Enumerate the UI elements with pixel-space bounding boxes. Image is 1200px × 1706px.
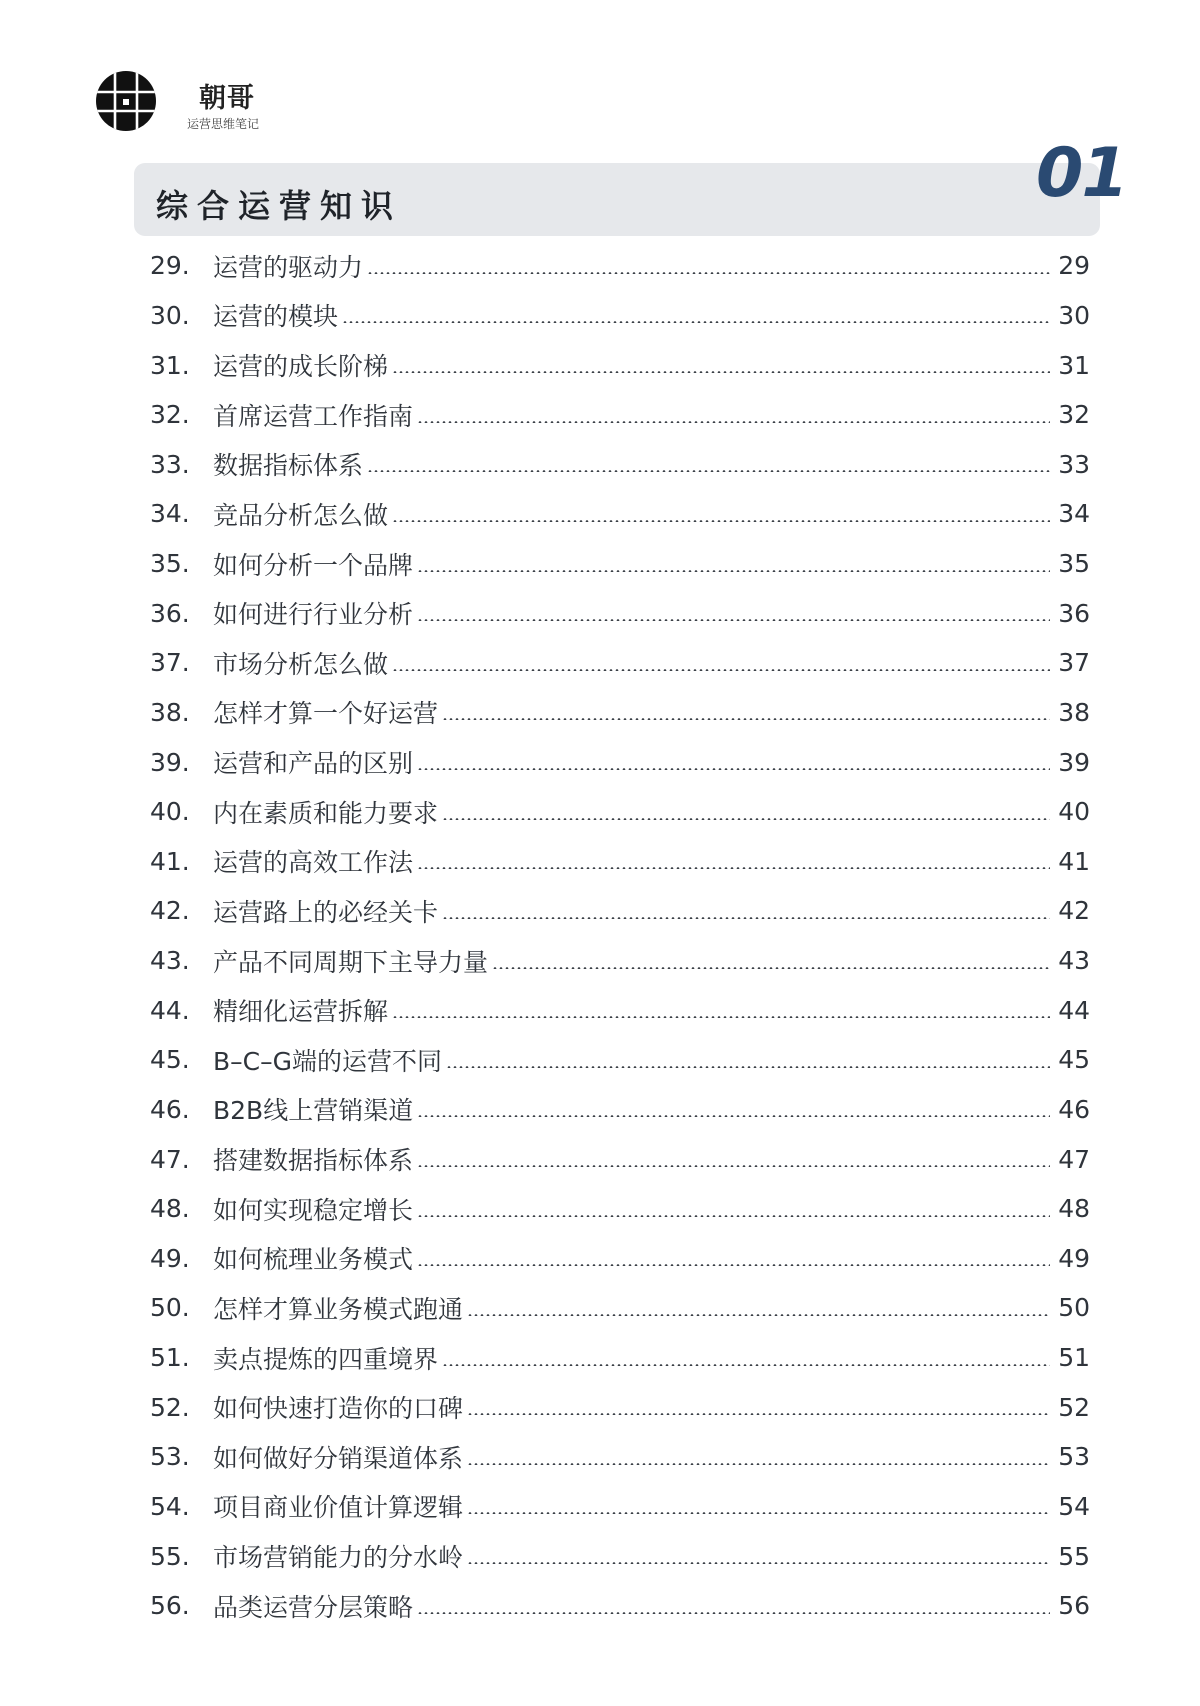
toc-entry-number: 40. xyxy=(150,797,190,827)
toc-entry[interactable] xyxy=(150,737,1090,787)
toc-entry-title: 运营路上的必经关卡 xyxy=(213,897,439,927)
toc-entry-number: 55. xyxy=(150,1541,190,1571)
toc-entry-number: 45. xyxy=(150,1045,190,1075)
toc-dot-leader xyxy=(417,619,1050,621)
toc-dot-leader xyxy=(417,768,1050,770)
toc-entry-title: 市场营销能力的分水岭 xyxy=(213,1543,464,1573)
toc-entry-title: 运营和产品的区别 xyxy=(213,749,414,779)
toc-entry[interactable] xyxy=(150,1283,1090,1333)
toc-entry-title: 如何进行行业分析 xyxy=(213,600,414,630)
toc-dot-leader xyxy=(392,371,1050,373)
toc-entry-page: 32 xyxy=(1058,400,1090,430)
toc-entry-title: B–C–G端的运营不同 xyxy=(213,1046,442,1076)
toc-entry-title: 如何实现稳定增长 xyxy=(213,1195,414,1225)
toc-entry-title: 竞品分析怎么做 xyxy=(213,500,389,530)
grid-circle-logo-icon xyxy=(95,70,157,132)
toc-entry-number: 33. xyxy=(150,449,190,479)
toc-entry[interactable] xyxy=(150,1184,1090,1234)
toc-dot-leader xyxy=(417,1115,1050,1117)
toc-entry-title: 项目商业价值计算逻辑 xyxy=(213,1493,464,1523)
toc-entry-number: 30. xyxy=(150,300,190,330)
toc-entry[interactable] xyxy=(150,390,1090,440)
toc-dot-leader xyxy=(492,967,1050,969)
toc-entry-page: 39 xyxy=(1058,747,1090,777)
toc-entry-page: 56 xyxy=(1058,1591,1090,1621)
toc-entry[interactable] xyxy=(150,588,1090,638)
toc-dot-leader xyxy=(367,272,1050,274)
toc-dot-leader xyxy=(342,321,1050,323)
toc-dot-leader xyxy=(467,1512,1050,1514)
section-number: 01 xyxy=(1036,134,1127,213)
toc-dot-leader xyxy=(442,718,1050,720)
toc-dot-leader xyxy=(417,570,1050,572)
toc-entry[interactable] xyxy=(150,936,1090,986)
toc-entry-title: 如何分析一个品牌 xyxy=(213,550,414,580)
toc-entry[interactable] xyxy=(150,1531,1090,1581)
toc-entry-title: 精细化运营拆解 xyxy=(213,997,389,1027)
toc-dot-leader xyxy=(392,520,1050,522)
toc-entry-page: 30 xyxy=(1058,300,1090,330)
toc-entry-page: 35 xyxy=(1058,549,1090,579)
toc-dot-leader xyxy=(467,1314,1050,1316)
toc-entry-number: 32. xyxy=(150,400,190,430)
toc-entry-number: 34. xyxy=(150,499,190,529)
toc-dot-leader xyxy=(442,1364,1050,1366)
toc-dot-leader xyxy=(417,421,1050,423)
toc-entry-page: 48 xyxy=(1058,1194,1090,1224)
toc-entry[interactable] xyxy=(150,837,1090,887)
table-of-contents xyxy=(150,241,1090,1631)
toc-entry-number: 46. xyxy=(150,1094,190,1124)
toc-dot-leader xyxy=(417,1612,1050,1614)
toc-entry-number: 44. xyxy=(150,995,190,1025)
toc-entry-number: 41. xyxy=(150,846,190,876)
toc-entry[interactable] xyxy=(150,340,1090,390)
toc-entry-page: 52 xyxy=(1058,1392,1090,1422)
toc-entry-page: 50 xyxy=(1058,1293,1090,1323)
toc-entry-title: 如何快速打造你的口碑 xyxy=(213,1394,464,1424)
toc-entry-page: 43 xyxy=(1058,946,1090,976)
toc-entry[interactable] xyxy=(150,1432,1090,1482)
toc-entry[interactable] xyxy=(150,1234,1090,1284)
toc-entry[interactable] xyxy=(150,638,1090,688)
toc-entry[interactable] xyxy=(150,489,1090,539)
toc-entry[interactable] xyxy=(150,688,1090,738)
toc-entry-page: 46 xyxy=(1058,1094,1090,1124)
toc-entry[interactable] xyxy=(150,241,1090,291)
toc-entry-title: 运营的驱动力 xyxy=(213,252,364,282)
toc-entry-number: 29. xyxy=(150,251,190,281)
toc-dot-leader xyxy=(442,917,1050,919)
toc-entry-title: 数据指标体系 xyxy=(213,451,364,481)
toc-entry-number: 49. xyxy=(150,1243,190,1273)
toc-entry[interactable] xyxy=(150,1134,1090,1184)
toc-entry[interactable] xyxy=(150,1035,1090,1085)
toc-dot-leader xyxy=(467,1463,1050,1465)
toc-entry[interactable] xyxy=(150,1085,1090,1135)
toc-entry-page: 45 xyxy=(1058,1045,1090,1075)
toc-entry-number: 54. xyxy=(150,1491,190,1521)
toc-entry-page: 49 xyxy=(1058,1243,1090,1273)
toc-dot-leader xyxy=(392,669,1050,671)
toc-entry-number: 39. xyxy=(150,747,190,777)
toc-entry-page: 37 xyxy=(1058,648,1090,678)
toc-entry-title: 搭建数据指标体系 xyxy=(213,1146,414,1176)
toc-entry-number: 50. xyxy=(150,1293,190,1323)
toc-entry-number: 56. xyxy=(150,1591,190,1621)
toc-dot-leader xyxy=(467,1413,1050,1415)
toc-entry[interactable] xyxy=(150,787,1090,837)
toc-entry-title: 如何梳理业务模式 xyxy=(213,1245,414,1275)
toc-entry-page: 41 xyxy=(1058,846,1090,876)
toc-entry[interactable] xyxy=(150,1581,1090,1631)
toc-entry-number: 52. xyxy=(150,1392,190,1422)
toc-entry[interactable] xyxy=(150,440,1090,490)
toc-entry-page: 44 xyxy=(1058,995,1090,1025)
toc-dot-leader xyxy=(442,818,1050,820)
toc-entry[interactable] xyxy=(150,1333,1090,1383)
toc-entry-page: 42 xyxy=(1058,896,1090,926)
toc-entry-title: 产品不同周期下主导力量 xyxy=(213,947,489,977)
toc-dot-leader xyxy=(446,1066,1050,1068)
brand-name: 朝哥 xyxy=(199,83,255,114)
toc-entry-title: 运营的成长阶梯 xyxy=(213,352,389,382)
toc-entry-number: 36. xyxy=(150,598,190,628)
toc-entry-title: 品类运营分层策略 xyxy=(213,1592,414,1622)
toc-entry-number: 51. xyxy=(150,1343,190,1373)
toc-entry-page: 29 xyxy=(1058,251,1090,281)
toc-entry-title: 首席运营工作指南 xyxy=(213,401,414,431)
toc-entry-number: 31. xyxy=(150,350,190,380)
section-header xyxy=(134,163,1100,236)
toc-dot-leader xyxy=(417,1215,1050,1217)
toc-entry-page: 51 xyxy=(1058,1343,1090,1373)
toc-entry-page: 54 xyxy=(1058,1491,1090,1521)
toc-entry-page: 38 xyxy=(1058,697,1090,727)
toc-entry-title: 市场分析怎么做 xyxy=(213,649,389,679)
section-title: 综合运营知识 xyxy=(156,187,403,225)
toc-entry-title: 怎样才算一个好运营 xyxy=(213,699,439,729)
toc-entry-page: 36 xyxy=(1058,598,1090,628)
toc-dot-leader xyxy=(467,1562,1050,1564)
toc-entry[interactable] xyxy=(150,539,1090,589)
toc-entry-title: 内在素质和能力要求 xyxy=(213,798,439,828)
toc-entry-title: 如何做好分销渠道体系 xyxy=(213,1443,464,1473)
toc-entry-title: 卖点提炼的四重境界 xyxy=(213,1344,439,1374)
toc-entry-number: 35. xyxy=(150,549,190,579)
toc-entry-page: 33 xyxy=(1058,449,1090,479)
toc-entry-page: 47 xyxy=(1058,1144,1090,1174)
toc-dot-leader xyxy=(392,1016,1050,1018)
toc-entry-title: 怎样才算业务模式跑通 xyxy=(213,1294,464,1324)
toc-entry-number: 37. xyxy=(150,648,190,678)
toc-entry-number: 43. xyxy=(150,946,190,976)
toc-entry-page: 53 xyxy=(1058,1442,1090,1472)
toc-entry[interactable] xyxy=(150,291,1090,341)
toc-entry[interactable] xyxy=(150,1382,1090,1432)
toc-entry[interactable] xyxy=(150,1482,1090,1532)
toc-entry-number: 48. xyxy=(150,1194,190,1224)
toc-dot-leader xyxy=(367,470,1050,472)
toc-entry-page: 31 xyxy=(1058,350,1090,380)
toc-entry-page: 34 xyxy=(1058,499,1090,529)
toc-entry-title: 运营的高效工作法 xyxy=(213,848,414,878)
brand-header xyxy=(95,70,435,140)
toc-entry-page: 55 xyxy=(1058,1541,1090,1571)
toc-entry-number: 53. xyxy=(150,1442,190,1472)
toc-entry-page: 40 xyxy=(1058,797,1090,827)
toc-dot-leader xyxy=(417,867,1050,869)
toc-entry-title: B2B线上营销渠道 xyxy=(213,1096,414,1126)
toc-entry-number: 38. xyxy=(150,697,190,727)
brand-subtitle: 运营思维笔记 xyxy=(187,117,260,131)
toc-dot-leader xyxy=(417,1165,1050,1167)
toc-entry[interactable] xyxy=(150,886,1090,936)
toc-entry[interactable] xyxy=(150,985,1090,1035)
toc-entry-number: 47. xyxy=(150,1144,190,1174)
toc-entry-title: 运营的模块 xyxy=(213,302,339,332)
toc-dot-leader xyxy=(417,1264,1050,1266)
toc-entry-number: 42. xyxy=(150,896,190,926)
